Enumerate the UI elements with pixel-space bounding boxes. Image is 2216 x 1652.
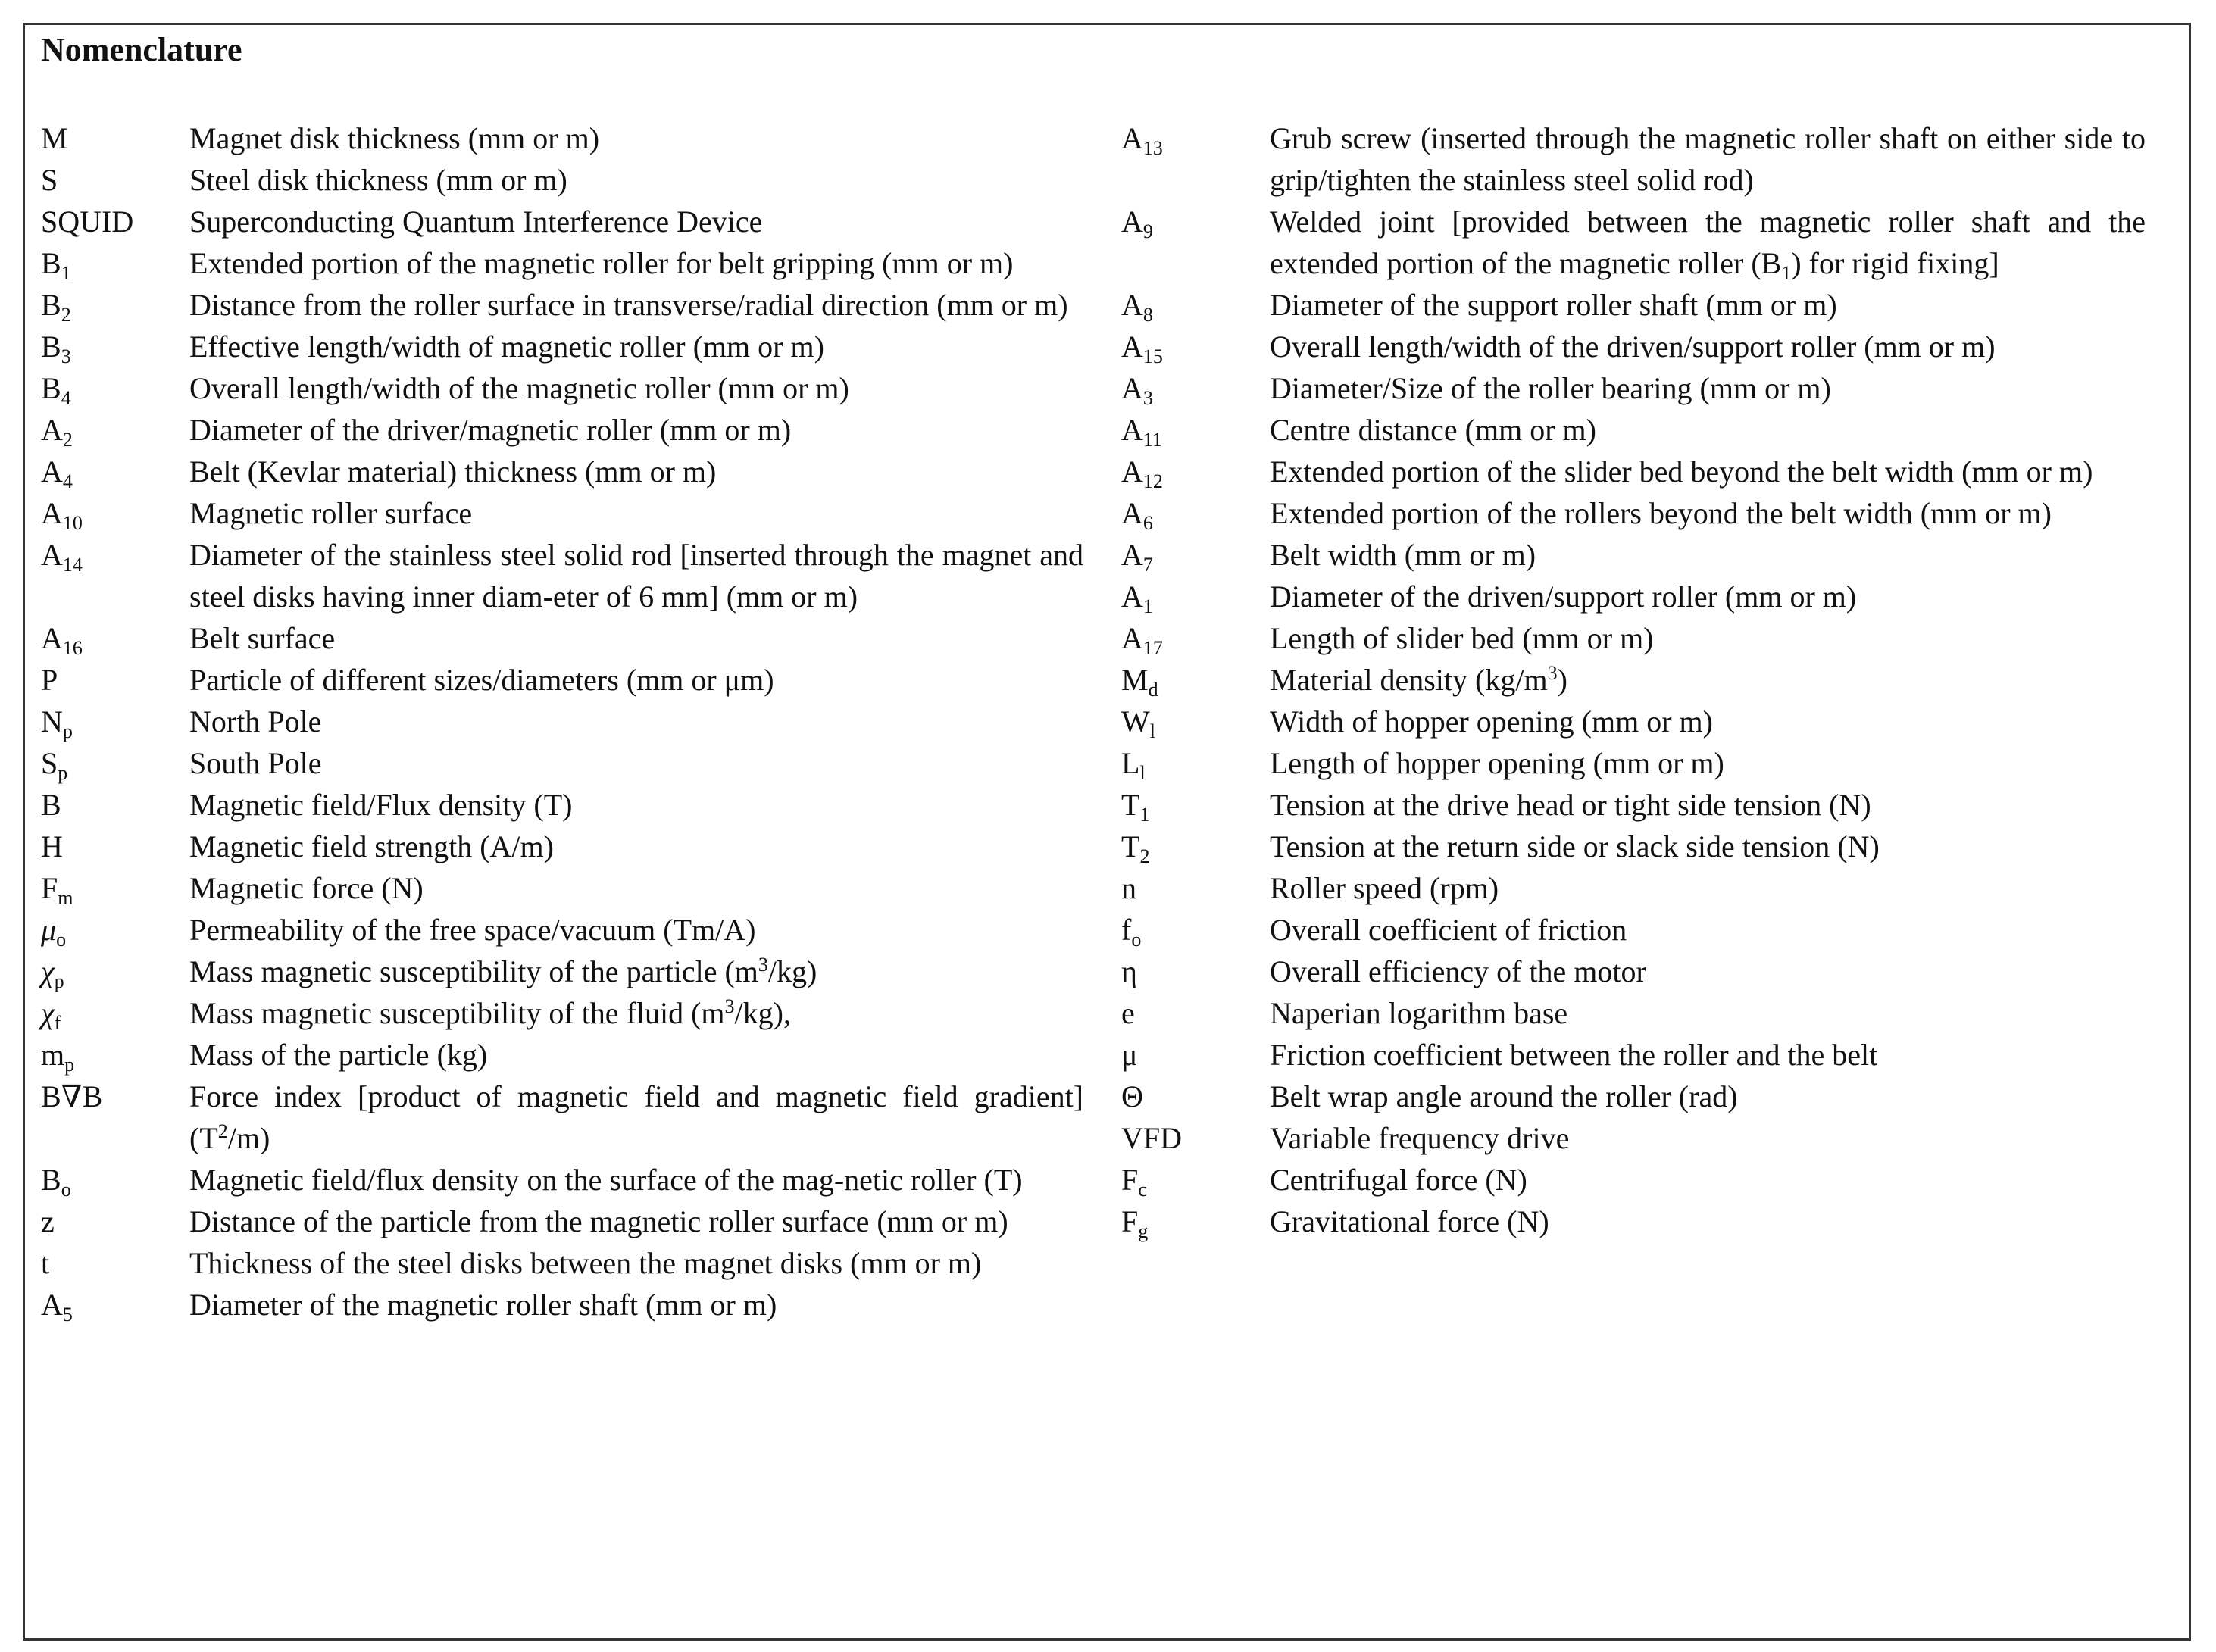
nomenclature-definition: Friction coefficient between the roller and the belt xyxy=(1270,1038,1878,1072)
nomenclature-definition: Magnetic roller surface xyxy=(189,496,473,530)
symbol-letter: B xyxy=(41,288,61,322)
nomenclature-entry xyxy=(1121,992,2146,1034)
nomenclature-symbol xyxy=(41,326,189,367)
symbol-subscript: p xyxy=(62,720,73,742)
nomenclature-symbol xyxy=(1121,409,1270,451)
nomenclature-entry xyxy=(1121,201,2146,284)
nomenclature-symbol xyxy=(41,159,189,201)
nomenclature-entry xyxy=(1121,826,2146,867)
definition-superscript: 3 xyxy=(758,954,768,976)
nomenclature-definition: Superconducting Quantum Interference Device xyxy=(189,205,763,239)
nomenclature-symbol xyxy=(41,284,189,326)
nomenclature-symbol xyxy=(1121,826,1270,867)
nomenclature-definition: Magnetic field strength (A/m) xyxy=(189,829,554,863)
nomenclature-symbol xyxy=(1121,659,1270,701)
symbol-letter: z xyxy=(41,1204,55,1238)
symbol-letter: μ xyxy=(41,913,57,947)
definition-text: Mass magnetic susceptibility of the particle (m xyxy=(189,954,758,988)
nomenclature-entry xyxy=(1121,451,2146,492)
symbol-letter: e xyxy=(1121,996,1135,1030)
nomenclature-entry xyxy=(41,909,1083,951)
definition-superscript: 3 xyxy=(724,995,735,1017)
nomenclature-entry xyxy=(1121,784,2146,826)
nomenclature-entry xyxy=(41,701,1083,742)
nomenclature-entry xyxy=(41,867,1083,909)
nomenclature-symbol xyxy=(41,534,189,576)
symbol-letter: S xyxy=(41,163,58,197)
symbol-letter: A xyxy=(41,413,63,447)
nomenclature-entry xyxy=(41,284,1083,326)
symbol-letter: μ xyxy=(1121,1038,1138,1072)
symbol-subscript: p xyxy=(64,1054,75,1076)
nomenclature-entry xyxy=(1121,701,2146,742)
symbol-letter: A xyxy=(1121,205,1143,239)
symbol-letter: χ xyxy=(41,954,55,988)
nomenclature-definition: Belt wrap angle around the roller (rad) xyxy=(1270,1079,1738,1113)
nomenclature-entry xyxy=(41,451,1083,492)
symbol-subscript: o xyxy=(1131,929,1142,951)
definition-text: ) xyxy=(1557,663,1567,697)
nomenclature-symbol xyxy=(41,201,189,242)
nomenclature-definition: Belt (Kevlar material) thickness (mm or m) xyxy=(189,454,717,489)
nomenclature-symbol xyxy=(1121,367,1270,409)
symbol-subscript: m xyxy=(58,887,73,909)
symbol-letter: M xyxy=(41,121,68,155)
nomenclature-entry xyxy=(1121,1159,2146,1201)
symbol-subscript: g xyxy=(1138,1220,1149,1242)
symbol-letter: P xyxy=(41,663,58,697)
symbol-letter: A xyxy=(41,538,63,572)
symbol-letter: T xyxy=(1121,788,1140,822)
symbol-letter: SQUID xyxy=(41,205,134,239)
nomenclature-symbol xyxy=(41,742,189,784)
nomenclature-entry xyxy=(41,409,1083,451)
nomenclature-entry xyxy=(1121,867,2146,909)
nomenclature-definition: Roller speed (rpm) xyxy=(1270,871,1499,905)
nomenclature-symbol xyxy=(41,617,189,659)
symbol-subscript: 1 xyxy=(1142,595,1153,617)
nomenclature-entry xyxy=(41,659,1083,701)
nomenclature-entry xyxy=(1121,284,2146,326)
nomenclature-entry xyxy=(1121,617,2146,659)
symbol-letter: N xyxy=(41,704,63,739)
nomenclature-entry xyxy=(41,367,1083,409)
nomenclature-entry xyxy=(1121,117,2146,201)
nomenclature-symbol xyxy=(41,784,189,826)
nomenclature-entry xyxy=(1121,659,2146,701)
symbol-letter: H xyxy=(41,829,63,863)
nomenclature-symbol xyxy=(41,409,189,451)
nomenclature-symbol xyxy=(1121,617,1270,659)
nomenclature-heading: Nomenclature xyxy=(41,31,242,68)
symbol-subscript: 14 xyxy=(62,554,83,576)
nomenclature-entry xyxy=(41,534,1083,617)
nomenclature-definition: Magnetic force (N) xyxy=(189,871,424,905)
nomenclature-definition: Length of slider bed (mm or m) xyxy=(1270,621,1654,655)
nomenclature-symbol xyxy=(41,701,189,742)
nomenclature-definition: Width of hopper opening (mm or m) xyxy=(1270,704,1713,739)
nomenclature-symbol xyxy=(41,951,189,992)
nomenclature-symbol xyxy=(1121,909,1270,951)
nomenclature-entry xyxy=(41,992,1083,1034)
symbol-subscript: 17 xyxy=(1142,637,1163,659)
definition-subscript: 1 xyxy=(1781,262,1792,284)
nomenclature-definition: Extended portion of the magnetic roller for belt gripping (mm or m) xyxy=(189,246,1014,280)
nomenclature-definition: Grub screw (inserted through the magnetic roller shaft on either side to grip/tighten the stainless steel solid rod) xyxy=(1270,121,2146,197)
symbol-subscript: 7 xyxy=(1142,554,1153,576)
nomenclature-definition: Magnet disk thickness (mm or m) xyxy=(189,121,600,155)
symbol-letter: A xyxy=(1121,538,1143,572)
symbol-subscript: d xyxy=(1148,679,1158,701)
nomenclature-symbol xyxy=(41,1201,189,1242)
nomenclature-definition: Magnetic field/flux density on the surface of the mag-netic roller (T) xyxy=(189,1163,1023,1197)
nomenclature-symbol xyxy=(41,1034,189,1076)
symbol-subscript: 16 xyxy=(62,637,83,659)
nomenclature-symbol xyxy=(41,1284,189,1326)
symbol-subscript: 13 xyxy=(1142,137,1163,159)
nomenclature-symbol xyxy=(1121,576,1270,617)
nomenclature-entry xyxy=(41,951,1083,992)
symbol-letter: B xyxy=(41,371,61,405)
symbol-subscript: l xyxy=(1149,720,1155,742)
nomenclature-definition: Overall coefficient of friction xyxy=(1270,913,1627,947)
nomenclature-entry xyxy=(41,492,1083,534)
nomenclature-symbol xyxy=(1121,867,1270,909)
symbol-letter: F xyxy=(41,871,58,905)
nomenclature-entry xyxy=(41,617,1083,659)
definition-text: Force index [product of magnetic field and magnetic field gradient] (T xyxy=(189,1079,1083,1155)
nomenclature-symbol xyxy=(1121,534,1270,576)
symbol-subscript: l xyxy=(1139,762,1146,784)
nomenclature-entry xyxy=(1121,1117,2146,1159)
symbol-letter: η xyxy=(1121,954,1137,988)
nomenclature-symbol xyxy=(41,367,189,409)
symbol-letter: f xyxy=(1121,913,1132,947)
symbol-subscript: 6 xyxy=(1142,512,1153,534)
nomenclature-symbol xyxy=(1121,784,1270,826)
nomenclature-definition: Overall efficiency of the motor xyxy=(1270,954,1646,988)
nomenclature-definition: Variable frequency drive xyxy=(1270,1121,1570,1155)
definition-superscript: 3 xyxy=(1547,662,1558,684)
symbol-letter: A xyxy=(1121,413,1143,447)
nomenclature-symbol xyxy=(1121,451,1270,492)
nomenclature-symbol xyxy=(1121,326,1270,367)
nomenclature-definition: Centrifugal force (N) xyxy=(1270,1163,1527,1197)
symbol-letter: B xyxy=(41,1163,61,1197)
nomenclature-definition: Overall length/width of the magnetic roller (mm or m) xyxy=(189,371,849,405)
nomenclature-entry xyxy=(1121,367,2146,409)
nomenclature-entry xyxy=(1121,909,2146,951)
nomenclature-symbol xyxy=(1121,201,1270,242)
symbol-letter: A xyxy=(41,1288,63,1322)
nomenclature-entry xyxy=(41,826,1083,867)
nomenclature-definition xyxy=(1270,201,2146,284)
symbol-letter: t xyxy=(41,1246,50,1280)
nomenclature-entry xyxy=(41,1284,1083,1326)
nomenclature-entry xyxy=(41,326,1083,367)
symbol-letter: χ xyxy=(41,996,55,1030)
symbol-subscript: o xyxy=(61,1179,71,1201)
nomenclature-definition: Diameter of the magnetic roller shaft (mm or m) xyxy=(189,1288,777,1322)
symbol-subscript: f xyxy=(54,1012,61,1034)
nomenclature-symbol xyxy=(1121,1159,1270,1201)
nomenclature-symbol xyxy=(41,909,189,951)
nomenclature-entry xyxy=(41,742,1083,784)
nomenclature-definition: Mass of the particle (kg) xyxy=(189,1038,488,1072)
nomenclature-definition: Magnetic field/Flux density (T) xyxy=(189,788,573,822)
nomenclature-entry xyxy=(1121,576,2146,617)
symbol-letter: F xyxy=(1121,1204,1139,1238)
nomenclature-symbol xyxy=(1121,284,1270,326)
nomenclature-symbol xyxy=(41,826,189,867)
nomenclature-entry xyxy=(41,159,1083,201)
nomenclature-definition xyxy=(189,951,1083,992)
definition-text: /kg), xyxy=(734,996,791,1030)
symbol-subscript: 2 xyxy=(1139,845,1150,867)
symbol-letter: S xyxy=(41,746,58,780)
nomenclature-definition: Steel disk thickness (mm or m) xyxy=(189,163,567,197)
symbol-letter: A xyxy=(41,454,63,489)
nomenclature-definition: South Pole xyxy=(189,746,322,780)
nomenclature-definition: Centre distance (mm or m) xyxy=(1270,413,1596,447)
symbol-letter: B∇B xyxy=(41,1079,103,1113)
nomenclature-definition: Diameter of the driver/magnetic roller (mm or m) xyxy=(189,413,792,447)
symbol-subscript: 3 xyxy=(61,345,71,367)
nomenclature-symbol xyxy=(41,451,189,492)
definition-text: Mass magnetic susceptibility of the fluid (m xyxy=(189,996,725,1030)
nomenclature-definition: Overall length/width of the driven/support roller (mm or m) xyxy=(1270,329,1996,364)
nomenclature-entry xyxy=(1121,951,2146,992)
nomenclature-entry xyxy=(1121,1201,2146,1242)
symbol-subscript: 10 xyxy=(62,512,83,534)
nomenclature-symbol xyxy=(1121,1034,1270,1076)
symbol-letter: Θ xyxy=(1121,1079,1143,1113)
nomenclature-symbol xyxy=(41,117,189,159)
nomenclature-entry xyxy=(1121,409,2146,451)
symbol-subscript: 1 xyxy=(1139,804,1150,826)
nomenclature-symbol xyxy=(1121,742,1270,784)
nomenclature-definition: Length of hopper opening (mm or m) xyxy=(1270,746,1724,780)
definition-superscript: 2 xyxy=(217,1120,228,1142)
nomenclature-symbol xyxy=(41,1242,189,1284)
symbol-subscript: 4 xyxy=(62,470,73,492)
nomenclature-definition: Belt surface xyxy=(189,621,336,655)
symbol-letter: T xyxy=(1121,829,1140,863)
nomenclature-symbol xyxy=(1121,701,1270,742)
nomenclature-entry xyxy=(1121,1034,2146,1076)
symbol-subscript: c xyxy=(1138,1179,1147,1201)
symbol-subscript: 3 xyxy=(1142,387,1153,409)
nomenclature-symbol xyxy=(41,242,189,284)
nomenclature-definition: Thickness of the steel disks between the magnet disks (mm or m) xyxy=(189,1246,982,1280)
symbol-letter: F xyxy=(1121,1163,1139,1197)
symbol-letter: A xyxy=(1121,579,1143,614)
symbol-letter: A xyxy=(1121,371,1143,405)
nomenclature-entry xyxy=(1121,742,2146,784)
nomenclature-symbol xyxy=(1121,1076,1270,1117)
nomenclature-entry xyxy=(1121,326,2146,367)
symbol-letter: B xyxy=(41,246,61,280)
symbol-letter: L xyxy=(1121,746,1140,780)
symbol-letter: A xyxy=(1121,288,1143,322)
nomenclature-entry xyxy=(41,242,1083,284)
symbol-subscript: p xyxy=(58,762,68,784)
nomenclature-definition: Distance from the roller surface in transverse/radial direction (mm or m) xyxy=(189,288,1068,322)
nomenclature-entry xyxy=(1121,534,2146,576)
symbol-letter: A xyxy=(1121,329,1143,364)
nomenclature-entry xyxy=(41,1201,1083,1242)
symbol-subscript: 11 xyxy=(1142,429,1162,451)
symbol-letter: A xyxy=(1121,454,1143,489)
nomenclature-definition xyxy=(1270,659,2146,701)
nomenclature-definition: Effective length/width of magnetic roller (mm or m) xyxy=(189,329,824,364)
nomenclature-definition: Diameter of the support roller shaft (mm or m) xyxy=(1270,288,1837,322)
symbol-letter: A xyxy=(1121,121,1143,155)
nomenclature-entry xyxy=(41,784,1083,826)
nomenclature-definition: Diameter of the driven/support roller (mm or m) xyxy=(1270,579,1857,614)
symbol-letter: n xyxy=(1121,871,1136,905)
symbol-letter: W xyxy=(1121,704,1150,739)
nomenclature-definition: Naperian logarithm base xyxy=(1270,996,1568,1030)
nomenclature-definition: North Pole xyxy=(189,704,322,739)
symbol-subscript: 12 xyxy=(1142,470,1163,492)
symbol-letter: A xyxy=(1121,496,1143,530)
nomenclature-definition: Tension at the drive head or tight side tension (N) xyxy=(1270,788,1871,822)
nomenclature-symbol xyxy=(1121,117,1270,159)
nomenclature-symbol xyxy=(41,1159,189,1201)
nomenclature-definition: Belt width (mm or m) xyxy=(1270,538,1536,572)
symbol-letter: A xyxy=(41,621,63,655)
nomenclature-symbol xyxy=(1121,492,1270,534)
nomenclature-entry xyxy=(1121,1076,2146,1117)
nomenclature-symbol xyxy=(41,867,189,909)
nomenclature-entry xyxy=(41,1159,1083,1201)
nomenclature-right-column xyxy=(1121,117,2146,1242)
nomenclature-entry xyxy=(1121,492,2146,534)
symbol-subscript: 1 xyxy=(61,262,71,284)
definition-text: Material density (kg/m xyxy=(1270,663,1548,697)
nomenclature-definition: Diameter/Size of the roller bearing (mm or m) xyxy=(1270,371,1831,405)
symbol-letter: M xyxy=(1121,663,1149,697)
nomenclature-symbol xyxy=(41,992,189,1034)
nomenclature-symbol xyxy=(41,659,189,701)
nomenclature-symbol xyxy=(1121,992,1270,1034)
nomenclature-left-column xyxy=(41,117,1083,1326)
definition-text: /m) xyxy=(227,1121,270,1155)
nomenclature-definition xyxy=(189,992,1083,1034)
symbol-letter: VFD xyxy=(1121,1121,1183,1155)
nomenclature-symbol xyxy=(41,1076,189,1117)
nomenclature-entry xyxy=(41,117,1083,159)
definition-text: Welded joint [provided between the magnetic roller shaft and the extended portion of the magnetic roller (B xyxy=(1270,205,2146,280)
nomenclature-definition: Diameter of the stainless steel solid rod [inserted through the magnet and steel disks having inner diam-eter of 6 mm] (mm or m) xyxy=(189,538,1083,614)
symbol-subscript: 2 xyxy=(62,429,73,451)
nomenclature-symbol xyxy=(1121,1117,1270,1159)
symbol-subscript: 8 xyxy=(1142,304,1153,326)
nomenclature-definition: Distance of the particle from the magnetic roller surface (mm or m) xyxy=(189,1204,1008,1238)
symbol-letter: B xyxy=(41,329,61,364)
nomenclature-definition: Gravitational force (N) xyxy=(1270,1204,1549,1238)
nomenclature-definition xyxy=(189,1076,1083,1159)
symbol-subscript: p xyxy=(54,970,64,992)
nomenclature-entry xyxy=(41,1034,1083,1076)
symbol-letter: B xyxy=(41,788,61,822)
symbol-subscript: 4 xyxy=(61,387,71,409)
symbol-subscript: 9 xyxy=(1142,220,1153,242)
symbol-letter: m xyxy=(41,1038,65,1072)
nomenclature-definition: Extended portion of the slider bed beyond the belt width (mm or m) xyxy=(1270,454,2093,489)
symbol-letter: A xyxy=(41,496,63,530)
nomenclature-definition: Particle of different sizes/diameters (mm or μm) xyxy=(189,663,774,697)
definition-text: /kg) xyxy=(767,954,817,988)
nomenclature-symbol xyxy=(1121,951,1270,992)
nomenclature-entry xyxy=(41,201,1083,242)
nomenclature-entry xyxy=(41,1076,1083,1159)
symbol-letter: A xyxy=(1121,621,1143,655)
nomenclature-symbol xyxy=(1121,1201,1270,1242)
symbol-subscript: o xyxy=(56,929,67,951)
symbol-subscript: 2 xyxy=(61,304,71,326)
nomenclature-definition: Tension at the return side or slack side tension (N) xyxy=(1270,829,1880,863)
definition-text: ) for rigid fixing] xyxy=(1791,246,1999,280)
nomenclature-definition: Extended portion of the rollers beyond the belt width (mm or m) xyxy=(1270,496,2052,530)
symbol-subscript: 15 xyxy=(1142,345,1163,367)
symbol-subscript: 5 xyxy=(62,1304,73,1326)
nomenclature-symbol xyxy=(41,492,189,534)
nomenclature-entry xyxy=(41,1242,1083,1284)
nomenclature-definition: Permeability of the free space/vacuum (Tm/A) xyxy=(189,913,756,947)
